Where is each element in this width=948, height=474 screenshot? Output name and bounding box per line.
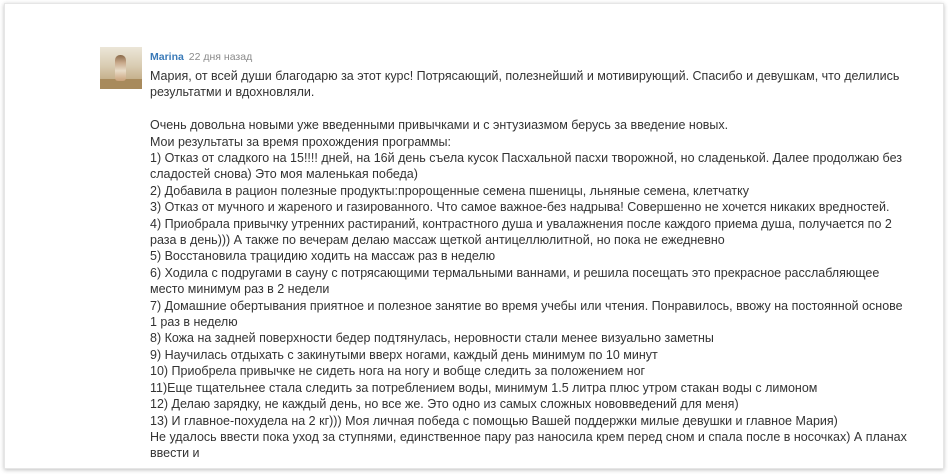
comment-paragraph: 10) Приобрела привычке не сидеть нога на ногу и вобще следить за положением ног: [150, 364, 646, 379]
comment-paragraph: 7) Домашние обертывания приятное и полезное занятие во время учебы или чтения. Понравилось, ввожу на постоянной основе 1 раз в неделю: [150, 298, 903, 330]
comment-card: [4, 3, 944, 469]
comment-paragraph: 13) И главное-похудела на 2 кг))) Моя личная победа с помощью Вашей поддержки милые девушки и главное Мария): [150, 413, 838, 428]
comment-paragraph: 11)Еще тщательнее стала следить за потреблением воды, минимум 1.5 литра плюс утром стакан воды с лимоном: [150, 380, 818, 395]
comment-paragraph: 9) Научилась отдыхать с закинутыми вверх ногами, каждый день минимум по 10 минут: [150, 347, 658, 362]
avatar-photo-figure: [115, 55, 126, 81]
avatar[interactable]: [100, 47, 142, 89]
comment-paragraph: 4) Приобрала привычку утренних растираний, контрастного душа и увалажнения после каждого приема душа, получается по 2 раза в день))) А также по вечерам делаю массаж щеткой антицеллюлитной, но пока не ежедневно: [150, 216, 892, 248]
comment-paragraph: 3) Отказ от мучного и жареного и газированного. Что самое важное-без надрыва! Совершенно не хочется никаких вредностей.: [150, 200, 890, 215]
comment-paragraph: 8) Кожа на задней поверхности бедер подтянулась, неровности стали менее визуально заметны: [150, 331, 714, 346]
comment-paragraph: Очень довольна новыми уже введенными привычками и с энтузиазмом берусь за введение новых.: [150, 118, 729, 133]
author-name-link[interactable]: Marina: [150, 51, 184, 63]
comment-paragraph: Не удалось ввести пока уход за ступнями, единственное пару раз наносила крем перед сном и спала после в носочках) А планах ввести и: [150, 429, 907, 461]
comment-paragraph: 5) Восстановила трацидию ходить на массаж раз в неделю: [150, 249, 496, 264]
comment-paragraph: 2) Добавила в рацион полезные продукты:пророщенные семена пшеницы, льняные семена, клетчатку: [150, 183, 749, 198]
comment-paragraph: 1) Отказ от сладкого на 15!!!! дней, на 16й день съела кусок Пасхальной пасхи творожной, но сладенькой. Далее продолжаю без сладостей снова) Это моя маленькая победа): [150, 151, 902, 182]
comment-paragraph: Мария, от всей души благодарю за этот курс! Потрясающий, полезнейший и мотивирующий. Спасибо и девушкам, что делились результатми и вдохновляли.: [150, 69, 900, 100]
comment-paragraph: 6) Ходила с подругами в сауну с потрясающими термальными ваннами, и решила посещать это прекрасное расслабляющее место минимум раз в 2 недели: [150, 265, 880, 297]
comment-timestamp: 22 дня назад: [188, 51, 253, 63]
comment-paragraph: 12) Делаю зарядку, не каждый день, но все же. Это одно из самых сложных нововведений для меня): [150, 397, 739, 412]
comment-meta: [150, 51, 252, 64]
comment-paragraph: [150, 101, 910, 117]
comment-body: [150, 68, 910, 462]
comment-paragraph: Мои результаты за время прохождения программы:: [150, 134, 451, 149]
